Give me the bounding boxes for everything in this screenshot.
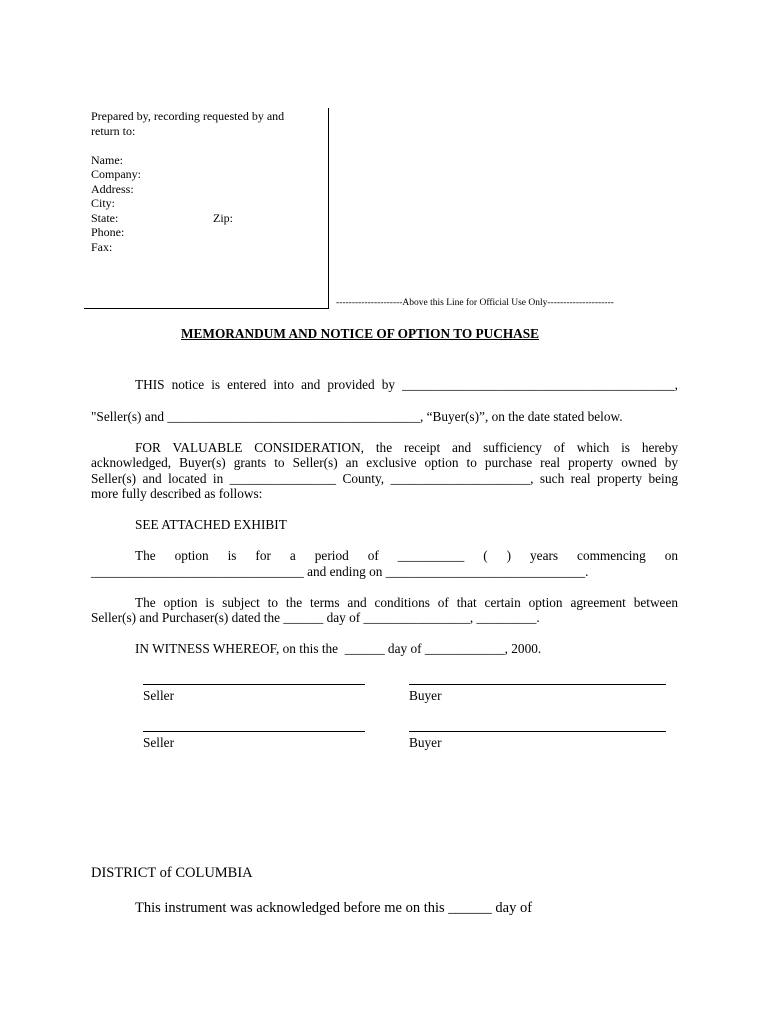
period-line2: ________________________________ and ending on ______________________________. <box>91 564 589 579</box>
fax-label: Fax: <box>91 240 113 254</box>
buyer-label-2: Buyer <box>409 735 442 750</box>
period-line1: The option is for a period of __________ ( ) years commencing on <box>135 548 678 563</box>
prepared-by-line1: Prepared by, recording requested by and <box>91 109 285 123</box>
recording-box-horizontal-rule <box>84 308 329 309</box>
seller-signature-line-1 <box>143 684 365 685</box>
consideration-line3: Seller(s) and located in ________________ County, _____________________, such real property being <box>91 471 678 486</box>
consideration-line1: FOR VALUABLE CONSIDERATION, the receipt and sufficiency of which is hereby <box>135 440 678 455</box>
notice-line2: "Seller(s) and ______________________________________, “Buyer(s)”, on the date stated below. <box>91 409 623 424</box>
notice-line1: THIS notice is entered into and provided by _________________________________________, <box>135 377 678 392</box>
official-use-line: ---------------------Above this Line for Official Use Only--------------------- <box>336 298 614 308</box>
company-label: Company: <box>91 167 141 181</box>
subject-line2: Seller(s) and Purchaser(s) dated the ______ day of ________________, _________. <box>91 610 540 625</box>
witness-line: IN WITNESS WHEREOF, on this the ______ day of ____________, 2000. <box>135 641 542 656</box>
phone-label: Phone: <box>91 225 125 239</box>
jurisdiction-heading: DISTRICT of COLUMBIA <box>91 865 253 881</box>
acknowledgment-line: This instrument was acknowledged before me on this ______ day of <box>135 900 533 916</box>
buyer-signature-line-1 <box>409 684 666 685</box>
exhibit-line: SEE ATTACHED EXHIBIT <box>135 517 287 532</box>
zip-label: Zip: <box>213 211 233 225</box>
city-label: City: <box>91 196 116 210</box>
state-label: State: <box>91 211 119 225</box>
seller-label-2: Seller <box>143 735 175 750</box>
consideration-line4: more fully described as follows: <box>91 486 263 501</box>
buyer-label-1: Buyer <box>409 688 442 703</box>
consideration-line2: acknowledged, Buyer(s) grants to Seller(s) an exclusive option to purchase real property owned by <box>91 455 678 470</box>
seller-label-1: Seller <box>143 688 175 703</box>
document-title: MEMORANDUM AND NOTICE OF OPTION TO PUCHASE <box>181 326 540 341</box>
subject-line1: The option is subject to the terms and conditions of that certain option agreement between <box>135 595 678 610</box>
prepared-by-line2: return to: <box>91 124 136 138</box>
buyer-signature-line-2 <box>409 731 666 732</box>
seller-signature-line-2 <box>143 731 365 732</box>
recording-box-vertical-rule <box>328 108 329 308</box>
name-label: Name: <box>91 153 123 167</box>
address-label: Address: <box>91 182 134 196</box>
